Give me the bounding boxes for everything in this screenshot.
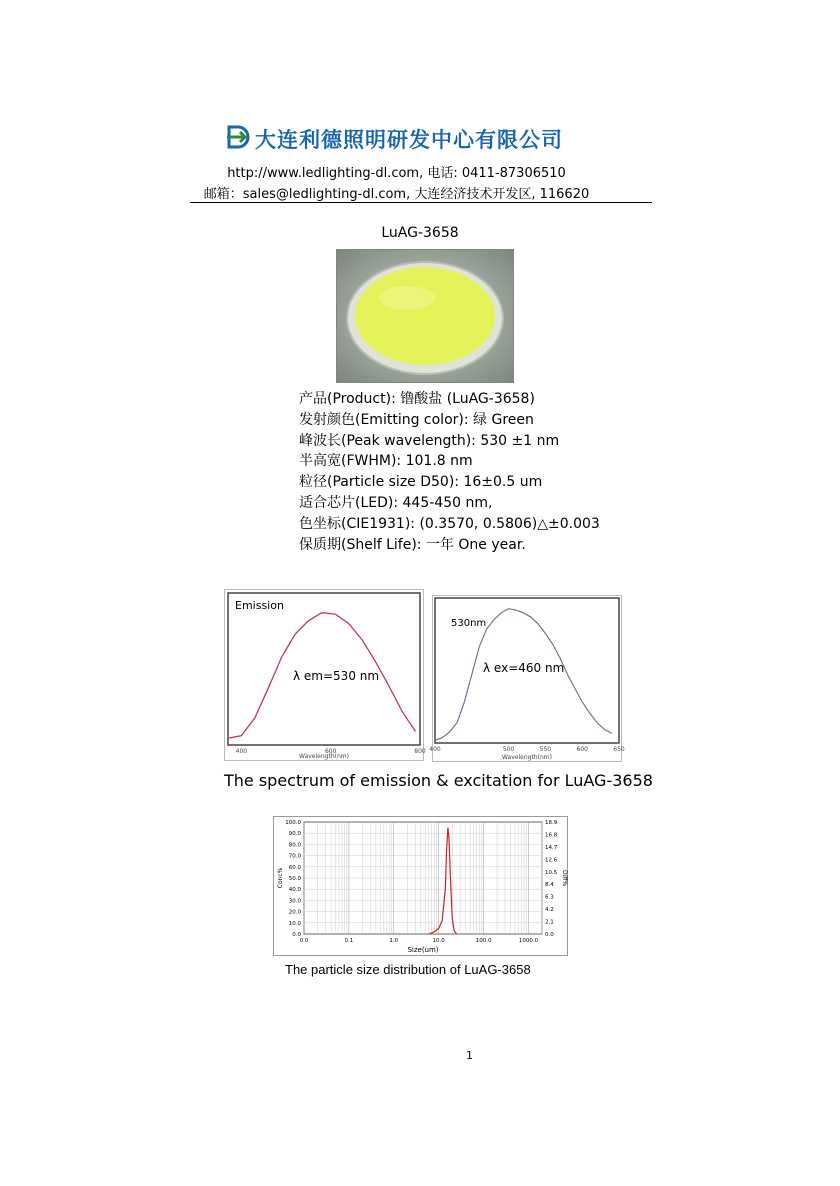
y-tick-label-left: 40.0 [288, 887, 301, 894]
y-tick-label-left: 60.0 [288, 864, 301, 871]
logo-icon [225, 124, 251, 154]
y-tick-label-left: 0.0 [292, 932, 301, 938]
y-tick-label-left: 100.0 [285, 820, 301, 826]
y-tick-label-right: 12.6 [545, 857, 558, 864]
page-number: 1 [466, 1049, 473, 1062]
psd-ylabel-left: Conc% [277, 867, 284, 889]
company-header [225, 124, 605, 154]
y-tick-label-left: 90.0 [288, 831, 301, 838]
y-tick-label-left: 10.0 [288, 920, 301, 927]
y-tick-label-left: 70.0 [288, 853, 301, 860]
x-tick-label: 1.0 [389, 938, 399, 944]
spectrum-caption: The spectrum of emission & excitation for LuAG-3658 [224, 771, 653, 790]
product-title: LuAG-3658 [381, 225, 459, 241]
y-tick-label-right: 10.5 [545, 869, 558, 876]
x-tick-label: 0.0 [299, 938, 309, 944]
contact-line-web-phone: http://www.ledlighting-dl.com, 电话: 0411-87306510 [227, 166, 566, 181]
x-tick-label: 650 [613, 746, 625, 753]
psd-caption: The particle size distribution of LuAG-3658 [285, 962, 531, 977]
product-sample-photo [336, 249, 514, 383]
emission-xlabel: Wavelength(nm) [299, 753, 349, 760]
emission-annotation: λ em=530 nm [293, 669, 380, 683]
y-tick-label-right: 6.3 [545, 894, 554, 901]
contact-line-email-address: 邮箱：sales@ledlighting-dl.com, 大连经济技术开发区, 116620 [203, 187, 590, 202]
excitation-annotation: λ ex=460 nm [483, 661, 565, 675]
excitation-chart [429, 595, 625, 762]
x-tick-label: 10.0 [432, 938, 445, 944]
emission-label: Emission [235, 599, 284, 612]
y-tick-label-right: 4.2 [545, 907, 554, 914]
spec-particle-size: 粒径(Particle size D50): 16±0.5 um [299, 474, 543, 491]
particle-size-chart [273, 816, 568, 956]
spec-shelf-life: 保质期(Shelf Life): 一年 One year. [299, 536, 526, 553]
excitation-xlabel: Wavelength(nm) [502, 754, 552, 761]
excitation-label: 530nm [451, 618, 487, 629]
y-tick-label-right: 14.7 [545, 844, 558, 851]
x-tick-label: 550 [539, 746, 552, 753]
y-tick-label-left: 30.0 [288, 898, 301, 905]
spec-led-chip: 适合芯片(LED): 445-450 nm, [299, 494, 493, 511]
y-tick-label-right: 18.9 [545, 820, 558, 826]
psd-ylabel-right: Diff% [561, 869, 568, 887]
emission-chart [224, 589, 424, 761]
spec-product: 产品(Product): 镥酸盐 (LuAG-3658) [299, 391, 535, 407]
x-tick-label: 400 [235, 748, 248, 755]
psd-xlabel: Size(um) [407, 946, 439, 954]
x-tick-label: 800 [414, 748, 426, 755]
y-tick-label-right: 16.8 [545, 832, 558, 839]
header-divider [190, 202, 652, 203]
x-tick-label: 0.1 [344, 938, 354, 944]
company-name: 大连利德照明研发中心有限公司 [255, 127, 563, 152]
y-tick-label-left: 50.0 [288, 876, 301, 882]
x-tick-label: 500 [502, 746, 515, 753]
x-tick-label: 600 [576, 746, 588, 753]
x-tick-label: 600 [324, 748, 337, 755]
spec-fwhm: 半高宽(FWHM): 101.8 nm [299, 453, 473, 470]
x-tick-label: 400 [429, 746, 441, 753]
x-tick-label: 100.0 [475, 938, 492, 944]
spec-emitting-color: 发射颜色(Emitting color): 绿 Green [299, 411, 534, 428]
y-tick-label-right: 0.0 [545, 932, 554, 938]
y-tick-label-left: 80.0 [288, 842, 301, 849]
y-tick-label-right: 2.1 [545, 919, 554, 926]
y-tick-label-left: 20.0 [288, 909, 301, 916]
x-tick-label: 1000.0 [518, 938, 539, 944]
product-specs [299, 389, 600, 555]
spec-cie-coordinates: 色坐标(CIE1931): (0.3570, 0.5806)△±0.003 [299, 515, 600, 532]
spec-peak-wavelength: 峰波长(Peak wavelength): 530 ±1 nm [299, 432, 560, 449]
y-tick-label-right: 8.4 [545, 882, 554, 889]
